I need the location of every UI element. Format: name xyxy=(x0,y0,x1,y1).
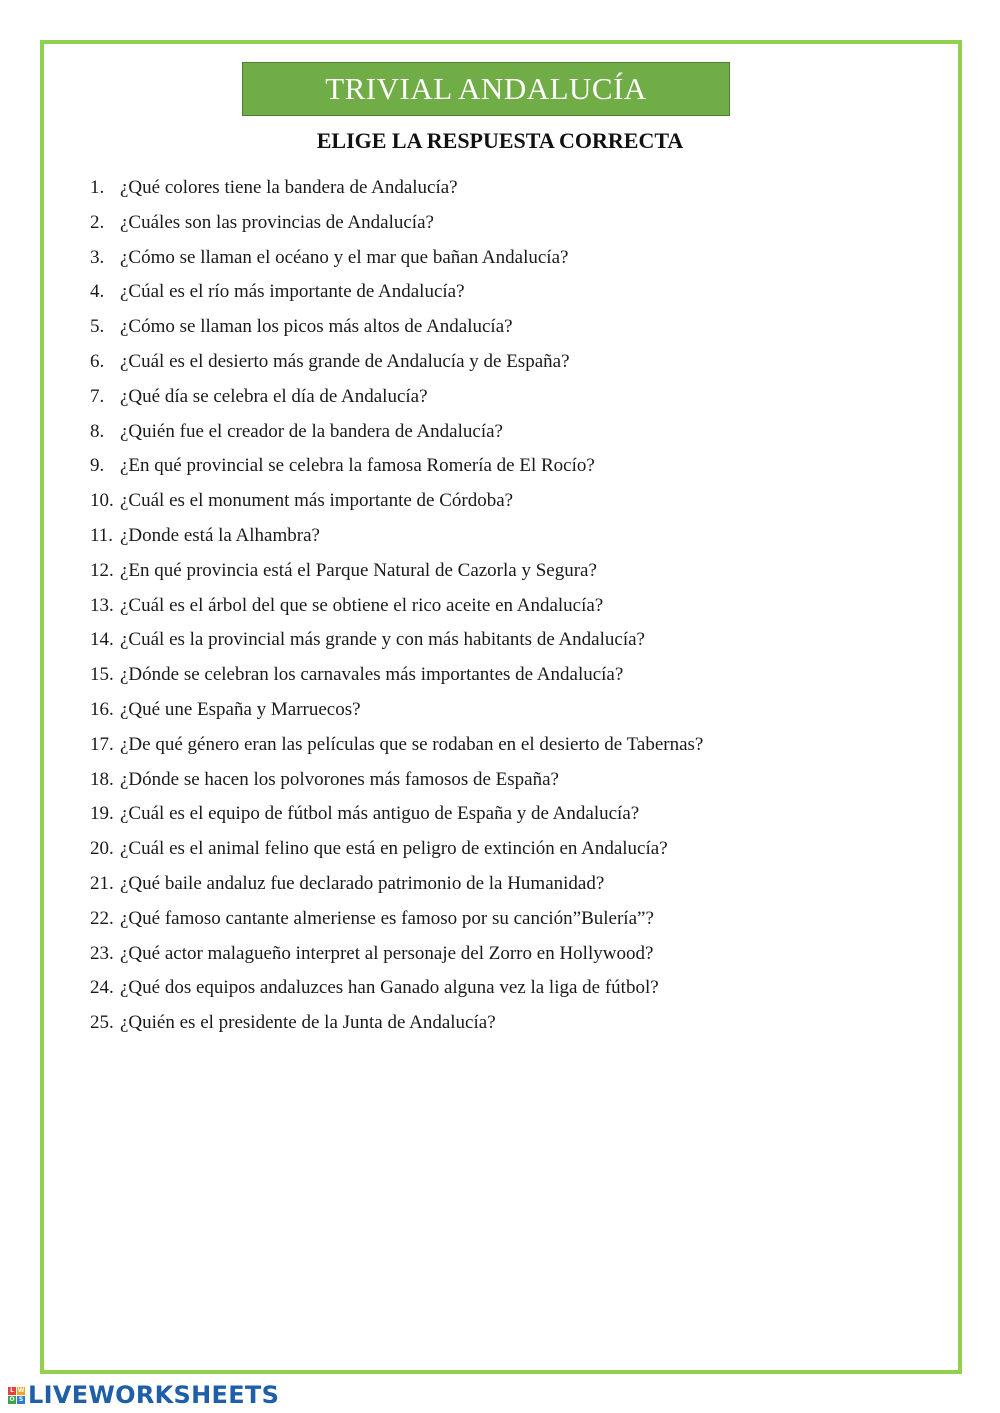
question-item xyxy=(90,695,703,730)
question-number: 18. xyxy=(90,768,114,790)
question-text: ¿Cómo se llaman los picos más altos de Andalucía? xyxy=(120,316,513,338)
question-item xyxy=(90,382,703,417)
question-item xyxy=(90,973,703,1008)
question-number: 12. xyxy=(90,559,114,581)
question-number: 8. xyxy=(90,420,105,442)
question-number: 21. xyxy=(90,872,114,894)
question-number: 25. xyxy=(90,1012,114,1034)
question-text: ¿De qué género eran las películas que se rodaban en el desierto de Tabernas? xyxy=(120,733,704,755)
question-text: ¿Cuál es el monument más importante de Córdoba? xyxy=(120,490,514,512)
question-text: ¿Qué dos equipos andaluzces han Ganado alguna vez la liga de fútbol? xyxy=(120,977,659,999)
question-item xyxy=(90,939,703,974)
question-item xyxy=(90,869,703,904)
question-item xyxy=(90,208,703,243)
logo-blocks-icon: L W O S xyxy=(9,1386,25,1403)
question-number: 6. xyxy=(90,350,105,372)
question-number: 1. xyxy=(90,177,105,198)
question-item xyxy=(90,834,703,869)
question-item xyxy=(90,521,703,556)
logo-text: LIVEWORKSHEETS xyxy=(28,1381,280,1409)
question-number: 16. xyxy=(90,698,114,720)
question-item xyxy=(90,1008,703,1043)
question-text: ¿Cuáles son las provincias de Andalucía? xyxy=(120,211,434,233)
question-text: ¿Cuál es la provincial más grande y con más habitants de Andalucía? xyxy=(120,629,645,651)
question-number: 14. xyxy=(90,629,114,651)
question-number: 22. xyxy=(90,907,114,929)
question-text: ¿Qué actor malagueño interpret al personaje del Zorro en Hollywood? xyxy=(120,942,654,964)
question-text: ¿Cuál es el desierto más grande de Andalucía y de España? xyxy=(120,350,570,372)
question-item xyxy=(90,347,703,382)
question-text: ¿Cuál es el animal felino que está en peligro de extinción en Andalucía? xyxy=(120,838,668,860)
question-item xyxy=(90,417,703,452)
question-text: ¿Cuál es el árbol del que se obtiene el rico aceite en Andalucía? xyxy=(120,594,604,616)
question-item xyxy=(90,765,703,800)
question-number: 17. xyxy=(90,733,114,755)
question-list xyxy=(90,173,703,1043)
question-text: ¿Qué une España y Marruecos? xyxy=(120,698,361,720)
question-text: ¿Donde está la Alhambra? xyxy=(120,524,320,546)
question-text: ¿Qué colores tiene la bandera de Andalucía? xyxy=(120,177,458,198)
question-text: ¿Quién fue el creador de la bandera de Andalucía? xyxy=(120,420,503,442)
question-number: 24. xyxy=(90,977,114,999)
question-number: 4. xyxy=(90,281,105,303)
page-title: TRIVIAL ANDALUCÍA xyxy=(325,71,647,106)
question-item xyxy=(90,556,703,591)
question-item xyxy=(90,730,703,765)
question-number: 11. xyxy=(90,524,114,546)
question-text: ¿En qué provincial se celebra la famosa Romería de El Rocío? xyxy=(120,455,595,477)
question-item xyxy=(90,625,703,660)
question-text: ¿Cómo se llaman el océano y el mar que bañan Andalucía? xyxy=(120,246,569,268)
question-item xyxy=(90,591,703,626)
question-text: ¿En qué provincia está el Parque Natural de Cazorla y Segura? xyxy=(120,559,597,581)
question-number: 15. xyxy=(90,664,114,686)
question-text: ¿Cúal es el río más importante de Andalucía? xyxy=(120,281,465,303)
question-text: ¿Qué famoso cantante almeriense es famoso por su canción”Bulería”? xyxy=(120,907,654,929)
liveworksheets-logo[interactable] xyxy=(8,1380,279,1410)
question-item xyxy=(90,660,703,695)
question-item xyxy=(90,451,703,486)
question-text: ¿Cuál es el equipo de fútbol más antiguo de España y de Andalucía? xyxy=(120,803,640,825)
question-number: 23. xyxy=(90,942,114,964)
question-number: 10. xyxy=(90,490,114,512)
question-number: 9. xyxy=(90,455,105,477)
question-text: ¿Qué día se celebra el día de Andalucía? xyxy=(120,385,428,407)
question-item xyxy=(90,243,703,278)
question-text: ¿Qué baile andaluz fue declarado patrimonio de la Humanidad? xyxy=(120,872,605,894)
question-text: ¿Dónde se hacen los polvorones más famosos de España? xyxy=(120,768,559,790)
question-number: 7. xyxy=(90,385,105,407)
question-item xyxy=(90,277,703,312)
question-item xyxy=(90,904,703,939)
question-number: 19. xyxy=(90,803,114,825)
question-number: 20. xyxy=(90,838,114,860)
question-number: 3. xyxy=(90,246,105,268)
question-number: 5. xyxy=(90,316,105,338)
question-item xyxy=(90,173,703,208)
question-item xyxy=(90,799,703,834)
title-banner xyxy=(242,62,730,116)
instructions-heading: ELIGE LA RESPUESTA CORRECTA xyxy=(316,128,684,153)
question-text: ¿Quién es el presidente de la Junta de Andalucía? xyxy=(120,1012,496,1034)
question-item xyxy=(90,312,703,347)
question-number: 13. xyxy=(90,594,114,616)
question-text: ¿Dónde se celebran los carnavales más importantes de Andalucía? xyxy=(120,664,624,686)
question-item xyxy=(90,486,703,521)
question-number: 2. xyxy=(90,211,105,233)
